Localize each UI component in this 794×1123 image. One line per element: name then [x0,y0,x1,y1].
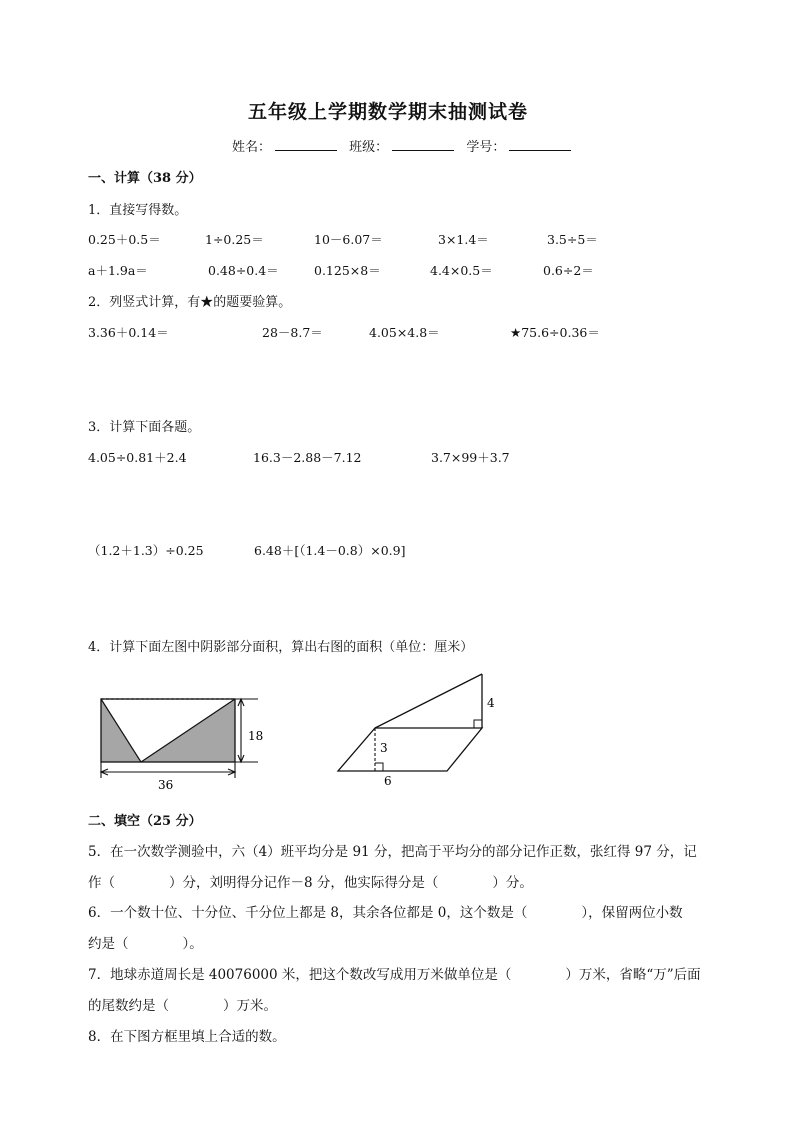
q3-expr: 4.05÷0.81＋2.4 [88,450,187,465]
q1-expr: a＋1.9a＝ [88,263,148,278]
class-label: 班级： [349,140,389,155]
q1-expr: 1÷0.25＝ [205,232,264,247]
q3-prompt: 3．计算下面各题。 [88,420,201,435]
height-label: 18 [248,729,264,743]
q3-expr: 6.48＋[（1.4－0.8）×0.9] [254,543,406,558]
name-blank[interactable] [275,138,337,151]
q5-line: 5．在一次数学测验中，六（4）班平均分是 91 分，把高于平均分的部分记作正数，张红得 97 分，记 [88,844,697,860]
q2-prompt: 2．列竖式计算，有★的题要验算。 [88,295,292,310]
parallelogram-height-label: 3 [380,741,388,755]
q2-expr: 4.05×4.8＝ [369,325,440,340]
q3-expr: 3.7×99＋3.7 [431,450,510,465]
q1-expr: 0.25＋0.5＝ [88,232,161,247]
student-info [232,136,579,155]
section1-heading: 一、计算（38 分） [88,171,202,186]
name-label: 姓名： [232,140,272,155]
q6-line: 约是（ ）。 [88,936,203,952]
q1-expr: 3×1.4＝ [438,232,489,247]
q1-expr: 4.4×0.5＝ [430,263,493,278]
q1-expr: 0.125×8＝ [314,263,381,278]
q2-expr: 3.36＋0.14＝ [88,325,169,340]
q1-expr: 0.6÷2＝ [543,263,594,278]
number-label: 学号： [466,140,506,155]
q5-line: 作（ ）分，刘明得分记作－8 分，他实际得分是（ ）分。 [88,875,533,891]
q8-line: 8．在下图方框里填上合适的数。 [88,1029,286,1045]
number-blank[interactable] [509,138,571,151]
q7-line: 的尾数约是（ ）万米。 [88,998,277,1014]
q7-line: 7．地球赤道周长是 40076000 米，把这个数改写成用万米做单位是（ ）万米，省略“万”后面 [88,967,701,983]
triangle-height-label: 4 [487,696,495,710]
base-label: 6 [384,774,392,788]
shaded-area-figure [88,690,278,795]
composite-figure [330,665,510,790]
q1-prompt: 1．直接写得数。 [88,203,188,218]
q2-expr: ★75.6÷0.36＝ [510,325,600,340]
q4-prompt: 4．计算下面左图中阴影部分面积，算出右图的面积（单位：厘米） [88,640,474,655]
q1-expr: 10－6.07＝ [314,232,383,247]
parallelogram [338,728,482,771]
right-angle-mark [375,763,383,771]
width-label: 36 [158,778,174,792]
page-title: 五年级上学期数学期末抽测试卷 [248,101,529,123]
q3-expr: 16.3－2.88－7.12 [253,450,362,465]
section2-heading: 二、填空（25 分） [88,814,202,829]
right-angle-mark [474,720,482,728]
q1-expr: 0.48÷0.4＝ [208,263,279,278]
q2-expr: 28－8.7＝ [262,325,323,340]
class-blank[interactable] [392,138,454,151]
triangle-hypotenuse [375,674,482,728]
q3-expr: （1.2＋1.3）÷0.25 [88,543,204,558]
q6-line: 6．一个数十位、十分位、千分位上都是 8，其余各位都是 0，这个数是（ ），保留两位小数 [88,905,683,921]
q1-expr: 3.5÷5＝ [547,232,598,247]
